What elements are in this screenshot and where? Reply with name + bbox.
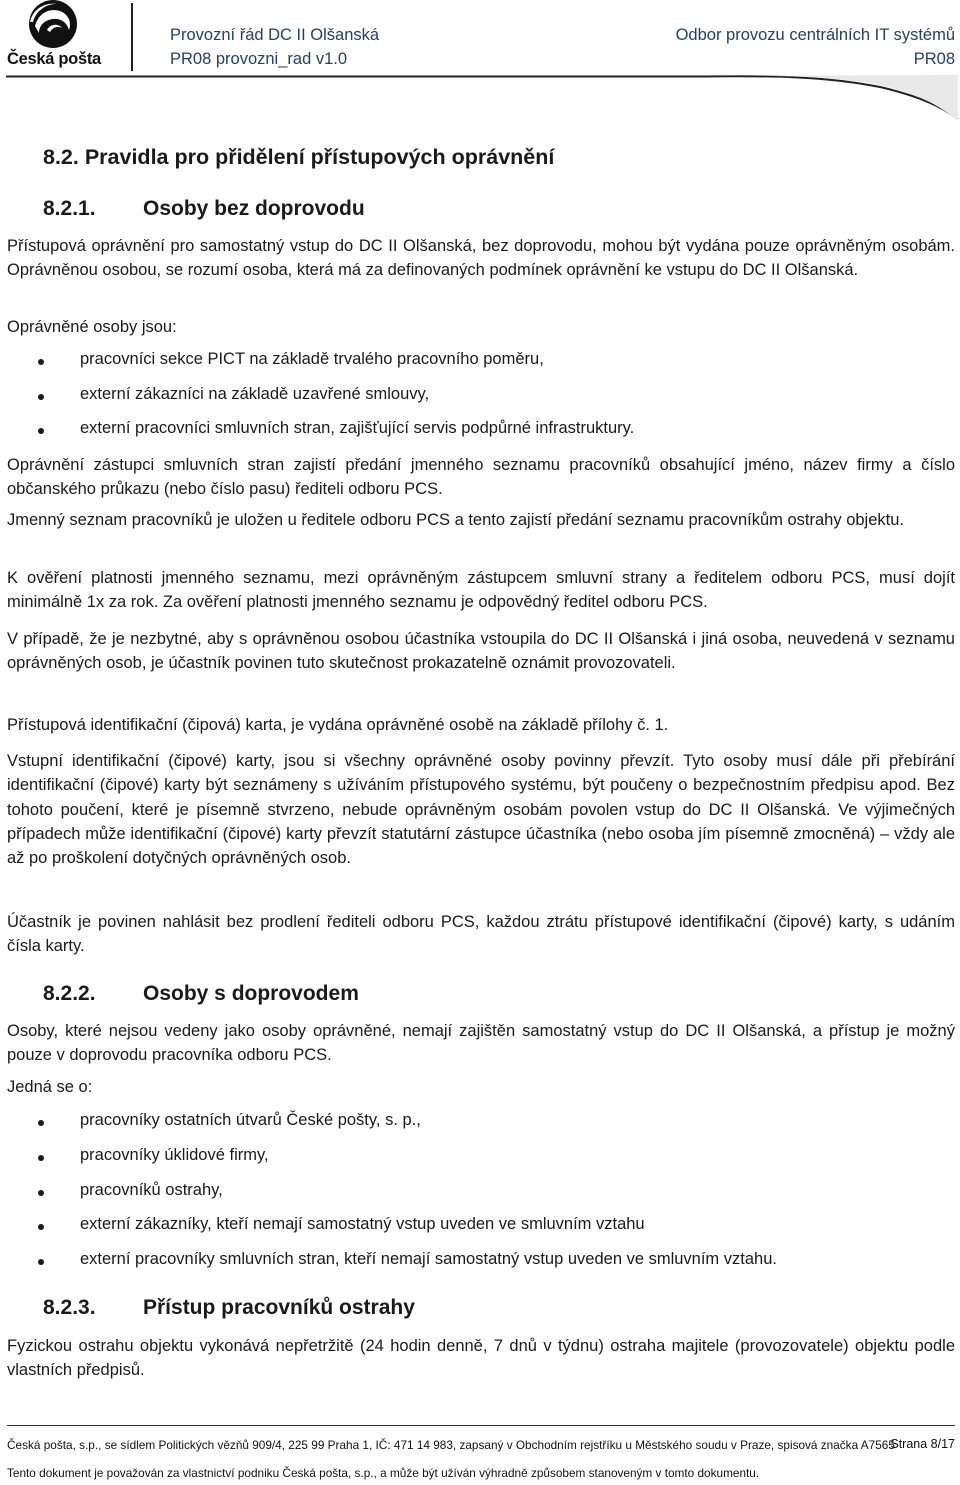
section-heading-8-2: 8.2. Pravidla pro přidělení přístupových oprávnění (43, 145, 555, 169)
section-title: Osoby s doprovodem (143, 982, 359, 1005)
document-code: PR08 (913, 50, 955, 68)
paragraph: Oprávnění zástupci smluvních stran zajistí předání jmenného seznamu pracovníků obsahující jméno, název firmy a číslo občanského průkazu (nebo číslo pasu) řediteli odboru PCS. (7, 456, 955, 499)
section-number: 8.2.1. (43, 197, 96, 220)
section-number: 8.2.2. (43, 982, 96, 1005)
bullet-icon (38, 1224, 44, 1230)
paragraph: Vstupní identifikační (čipové) karty, jsou si všechny oprávněné osoby povinny převzít. Tyto osoby musí dále při přebírání identifikační (čipové) karty být seznámeny s užíváním přístupového systému, být poučeny o bezpečnostním předpisu apod. Bez tohoto poučení, které je písemně stvrzeno, nebude oprávněným osobám povolen vstup do DC II Olšanská. Ve výjimečných případech může identifikační (čipové) karty převzít statutární zástupce účastníka (nebo osoba jím písemně zmocněná) – vždy ale až po proškolení dotyčných oprávněných osob. (7, 752, 955, 868)
footer-rule (7, 1425, 955, 1426)
paragraph: K ověření platnosti jmenného seznamu, mezi oprávněným zástupcem smluvní strany a ředitelem odboru PCS, musí dojít minimálně 1x za rok. Za ověření platnosti jmenného seznamu je odpovědný ředitel odboru PCS. (7, 569, 955, 612)
header-swoosh-rule (0, 75, 960, 125)
section-number: 8.2.3. (43, 1296, 96, 1319)
logo-text: Česká pošta (7, 50, 101, 68)
bullet-icon (38, 394, 44, 400)
footer-notice: Tento dokument je považován za vlastnictví podniku Česká pošta, s.p., a může být užíván výhradně způsobem stanoveným v tomto dokumentu. (7, 1466, 760, 1480)
paragraph: Jedná se o: (7, 1078, 93, 1096)
paragraph: Účastník je povinen nahlásit bez prodlení řediteli odboru PCS, každou ztrátu přístupové identifikační (čipové) karty, s udáním čísla karty. (7, 913, 955, 956)
bullet-icon (38, 428, 44, 434)
paragraph: Fyzickou ostrahu objektu vykonává nepřetržitě (24 hodin denně, 7 dnů v týdnu) ostraha majitele (provozovatele) objektu podle vlastních předpisů. (7, 1337, 955, 1380)
paragraph: Přístupová oprávnění pro samostatný vstup do DC II Olšanská, bez doprovodu, mohou být vydána pouze oprávněným osobám. Oprávněnou osobou, se rozumí osoba, která má za definovaných podmínek oprávnění ke vstupu do DC II Olšanská. (7, 237, 955, 280)
section-heading-8-2-3 (43, 1296, 415, 1320)
document-title: Provozní řád DC II Olšanská (170, 26, 380, 44)
bullet-icon (38, 1190, 44, 1196)
section-heading-8-2-1 (43, 197, 365, 221)
bullet-icon (38, 1155, 44, 1161)
paragraph: Jmenný seznam pracovníků je uložen u ředitele odboru PCS a tento zajistí předání seznamu pracovníkům ostrahy objektu. (7, 511, 904, 529)
bullet-icon (38, 359, 44, 365)
bullet-icon (38, 1120, 44, 1126)
department-name: Odbor provozu centrálních IT systémů (675, 26, 955, 44)
section-title: Osoby bez doprovodu (143, 197, 365, 220)
bullet-icon (38, 1259, 44, 1265)
document-file: PR08 provozni_rad v1.0 (170, 50, 348, 68)
page-number: Strana 8/17 (890, 1437, 955, 1451)
paragraph: Oprávněné osoby jsou: (7, 318, 177, 336)
footer-company-info: Česká pošta, s.p., se sídlem Politických vězňů 909/4, 225 99 Praha 1, IČ: 471 14 983, zapsaný v Obchodním rejstříku u Městského soudu v Praze, spisová značka A7565 (7, 1438, 895, 1452)
paragraph: Přístupová identifikační (čipová) karta, je vydána oprávněné osobě na základě přílohy č. 1. (7, 716, 669, 734)
section-heading-8-2-2 (43, 982, 359, 1006)
header-divider (131, 3, 133, 71)
paragraph: V případě, že je nezbytné, aby s oprávněnou osobou účastníka vstoupila do DC II Olšanská i jiná osoba, neuvedená v seznamu oprávněných osob, je účastník povinen tuto skutečnost prokazatelně oznámit provozovateli. (7, 630, 955, 673)
paragraph: Osoby, které nejsou vedeny jako osoby oprávněné, nemají zajištěn samostatný vstup do DC II Olšanská, a přístup je možný pouze v doprovodu pracovníka odboru PCS. (7, 1022, 955, 1065)
section-title: Přístup pracovníků ostrahy (143, 1296, 415, 1319)
